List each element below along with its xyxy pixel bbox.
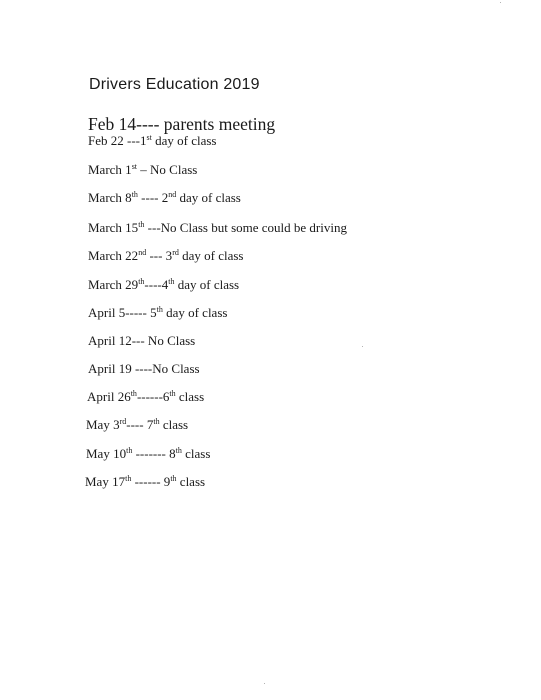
document-title: Drivers Education 2019 [89, 76, 260, 93]
schedule-line: May 3rd---- 7th class [86, 417, 189, 432]
scan-speck [362, 346, 363, 347]
schedule-line: March 1st – No Class [88, 162, 198, 177]
schedule-line: Feb 22 ---1st day of class [88, 133, 217, 148]
schedule-line: May 17th ------ 9th class [85, 474, 206, 489]
schedule-line: April 26th------6th class [87, 389, 205, 404]
schedule-line: April 19 ----No Class [88, 361, 200, 376]
schedule-line: April 5----- 5th day of class [88, 305, 228, 320]
scan-speck [264, 683, 265, 684]
schedule-line: May 10th ------- 8th class [86, 446, 211, 461]
schedule-line: March 29th----4th day of class [88, 277, 240, 292]
schedule-line: April 12--- No Class [88, 333, 196, 348]
schedule-line: March 8th ---- 2nd day of class [88, 190, 241, 205]
schedule-line: March 15th ---No Class but some could be driving [88, 220, 347, 235]
scan-speck [500, 2, 501, 3]
schedule-line: March 22nd --- 3rd day of class [88, 248, 244, 263]
parents-meeting-headline: Feb 14---- parents meeting [88, 114, 276, 134]
